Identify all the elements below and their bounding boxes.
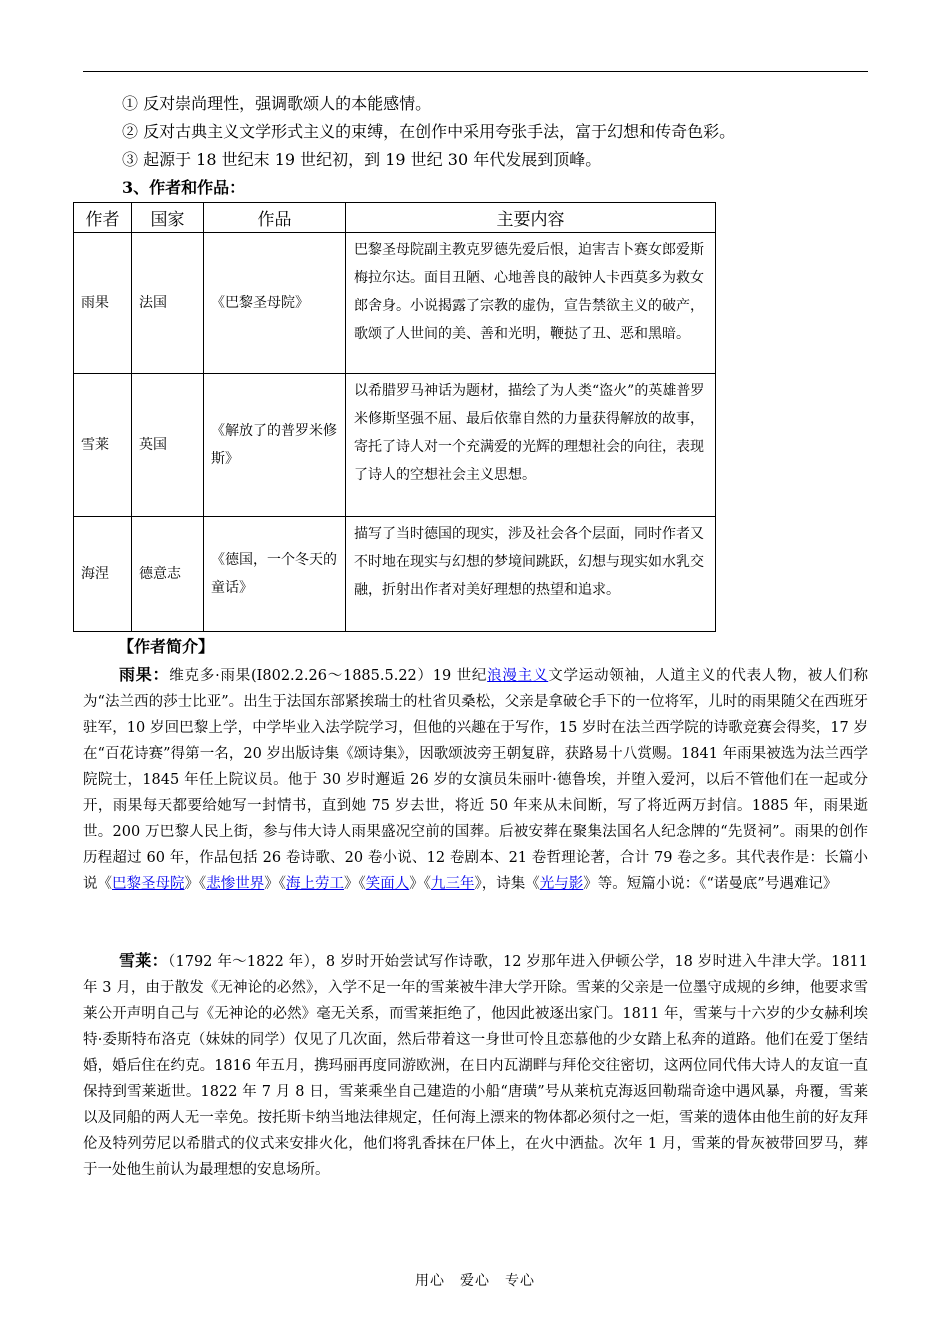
cell-work: 《巴黎圣母院》: [204, 233, 346, 374]
page-footer: 用心 爱心 专心: [415, 1273, 535, 1289]
header-content: 主要内容: [346, 203, 716, 233]
feature-1: ① 反对崇尚理性，强调歌颂人的本能感情。: [122, 94, 432, 113]
cell-content: 描写了当时德国的现实，涉及社会各个层面，同时作者又不时地在现实与幻想的梦境间跳跃，幻想与现实如水乳交融，折射出作者对美好理想的热望和追求。: [346, 517, 716, 632]
cell-work: 《德国，一个冬天的童话》: [204, 517, 346, 632]
link-toilers-of-the-sea[interactable]: 海上劳工: [286, 876, 344, 892]
hugo-bio: 雨果：维克多·雨果(I802.2.26～1885.5.22）19 世纪浪漫主义文学运动领袖，人道主义的代表人物，被人们称为“法兰西的莎士比亚”。出生于法国东部紧挨瑞士的杜省贝桑松，父亲是拿破仑手下的一位将军，儿时的雨果随父在西班牙驻军，10 岁回巴黎上学，中学毕业入法学院学习，但他的兴趣在于写作，15 岁时在法兰西学院的诗歌竞赛会得奖，17 岁在“百花诗赛”得第一名，20 岁出版诗集《颂诗集》，因歌颂波旁王朝复辟，获路易十八赏赐。1841 年雨果被选为法兰西学院院士，1845 年任上院议员。他于 30 岁时邂逅 26 岁的女演员朱丽叶·德鲁埃，并堕入爱河，以后不管他们在一起或分开，雨果每天都要给她写一封情书，直到她 75 岁去世，将近 50 年来从未间断，写了将近两万封信。1885 年，雨果逝世。200 万巴黎人民上街，参与伟大诗人雨果盛况空前的国葬。后被安葬在聚集法国名人纪念牌的“先贤祠”。雨果的创作历程超过 60 年，作品包括 26 卷诗歌、20 卷小说、12 卷剧本、21 卷哲理论著，合计 79 卷之多。其代表作是：长篇小说《巴黎圣母院》《悲惨世界》《海上劳工》《笑面人》《九三年》，诗集《光与影》等。短篇小说：《“诺曼底”号遇难记》: [83, 665, 868, 892]
cell-work: 《解放了的普罗米修斯》: [204, 374, 346, 517]
header-author: 作者: [74, 203, 132, 233]
header-rule: [83, 71, 868, 72]
link-light-and-shadow[interactable]: 光与影: [539, 876, 584, 892]
header-country: 国家: [132, 203, 204, 233]
hugo-name: 雨果：: [119, 665, 170, 684]
header-work: 作品: [204, 203, 346, 233]
link-notre-dame[interactable]: 巴黎圣母院: [112, 876, 185, 892]
cell-content: 巴黎圣母院副主教克罗德先爱后恨，迫害吉卜赛女郎爱斯梅拉尔达。面目丑陋、心地善良的敲钟人卡西莫多为救女郎舍身。小说揭露了宗教的虚伪，宣告禁欲主义的破产，歌颂了人世间的美、善和光明，鞭挞了丑、恶和黑暗。: [346, 233, 716, 374]
table-row: [74, 233, 716, 374]
authors-works-table: [73, 202, 716, 632]
cell-country: 英国: [132, 374, 204, 517]
table-row: [74, 374, 716, 517]
cell-author: 雪莱: [74, 374, 132, 517]
cell-country: 德意志: [132, 517, 204, 632]
link-ninety-three[interactable]: 九三年: [431, 876, 475, 892]
table-header-row: [74, 203, 716, 233]
section-heading: 3、作者和作品：: [122, 178, 246, 197]
cell-content: 以希腊罗马神话为题材，描绘了为人类“盗火”的英雄普罗米修斯坚强不屈、最后依靠自然的力量获得解放的故事，寄托了诗人对一个充满爱的光辉的理想社会的向往，表现了诗人的空想社会主义思想。: [346, 374, 716, 517]
link-romanticism[interactable]: 浪漫主义: [487, 668, 549, 684]
shelley-bio: 雪莱：（1792 年～1822 年），8 岁时开始尝试写作诗歌，12 岁那年进入伊顿公学，18 岁时进入牛津大学。1811 年 3 月，由于散发《无神论的必然》，入学不足一年的雪莱被牛津大学开除。雪莱的父亲是一位墨守成规的乡绅，他要求雪莱公开声明自己与《无神论的必然》毫无关系，而雪莱拒绝了，他因此被逐出家门。1811 年，雪莱与十六岁的少女赫利埃特·委斯特布洛克（妹妹的同学）仅见了几次面，然后带着这一身世可怜且恋慕他的少女踏上私奔的道路。他们在爱丁堡结婚，婚后住在约克。1816 年五月，携玛丽再度同游欧洲，在日内瓦湖畔与拜伦交往密切，这两位同代伟大诗人的友谊一直保持到雪莱逝世。1822 年 7 月 8 日，雪莱乘坐自己建造的小船“唐璜”号从莱杭克海返回勒瑞奇途中遇风暴，舟覆，雪莱以及同船的两人无一幸免。按托斯卡纳当地法律规定，任何海上漂来的物体都必须付之一炬，雪莱的遗体由他生前的好友拜伦及特列劳尼以希腊式的仪式来安排火化，他们将乳香抹在尸体上，在火中洒盐。次年 1 月，雪莱的骨灰被带回罗马，葬于一处他生前认为最理想的安息场所。: [83, 951, 868, 1178]
cell-author: 雨果: [74, 233, 132, 374]
bio-heading: 【作者简介】: [118, 637, 215, 656]
feature-3: ③ 起源于 18 世纪末 19 世纪初，到 19 世纪 30 年代发展到顶峰。: [122, 150, 602, 169]
feature-2: ② 反对古典主义文学形式主义的束缚，在创作中采用夸张手法，富于幻想和传奇色彩。: [122, 122, 736, 141]
table-row: [74, 517, 716, 632]
cell-author: 海涅: [74, 517, 132, 632]
link-les-miserables[interactable]: 悲惨世界: [206, 876, 265, 892]
link-the-man-who-laughs[interactable]: 笑面人: [365, 876, 410, 892]
cell-country: 法国: [132, 233, 204, 374]
shelley-name: 雪莱：: [119, 951, 168, 970]
